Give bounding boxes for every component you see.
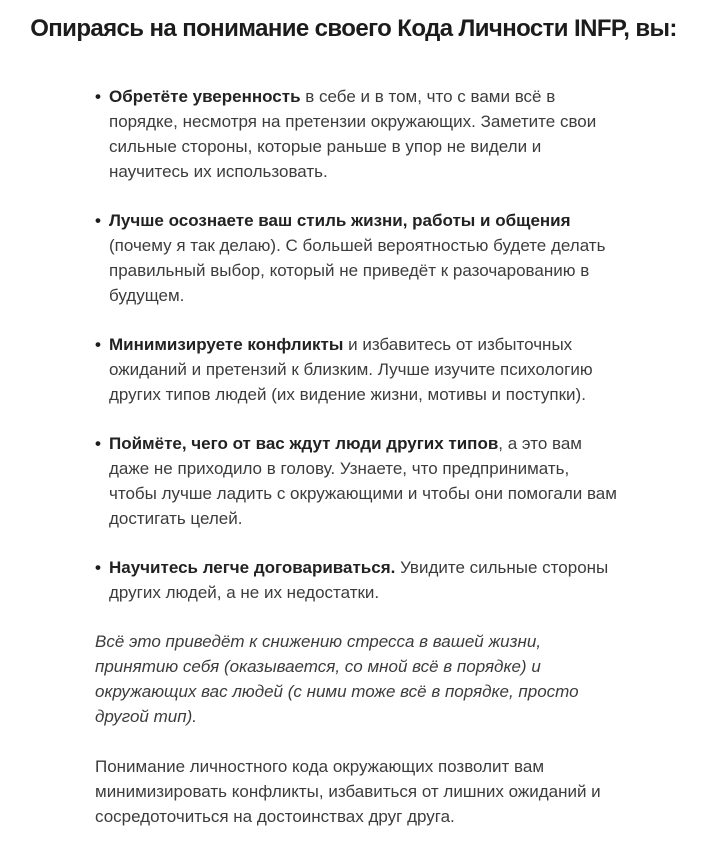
benefits-list (95, 84, 617, 605)
list-item-text: и избавитесь от избыточных ожиданий и претензий к близким. Лучше изучите психологию других типов людей (их видение жизни, мотивы и поступки). (109, 335, 593, 404)
list-item-text: (почему я так делаю). С большей вероятностью будете делать правильный выбор, который не приведёт к разочарованию в будущем. (109, 236, 606, 305)
list-item-text: Увидите сильные стороны других людей, а не их недостатки. (109, 558, 609, 602)
list-item (109, 431, 617, 531)
list-item (109, 332, 617, 407)
list-item (109, 84, 617, 184)
list-item-bold-lead: Лучше осознаете ваш стиль жизни, работы и общения (109, 211, 571, 230)
list-item-bold-lead: Поймёте, чего от вас ждут люди других типов (109, 434, 499, 453)
list-item-text: в себе и в том, что с вами всё в порядке, несмотря на претензии окружающих. Заметите свои сильные стороны, которые раньше в упор не видели и научитесь их использовать. (109, 87, 597, 181)
page-title (0, 0, 707, 44)
list-item (109, 208, 617, 308)
list-item (109, 555, 617, 605)
closing-paragraph: Понимание личностного кода окружающих позволит вам минимизировать конфликты, избавиться от лишних ожиданий и сосредоточиться на достоинствах друг друга. (95, 757, 601, 826)
list-item-text: , а это вам даже не приходило в голову. Узнаете, что предпринимать, чтобы лучше ладить с окружающими и чтобы они помогали вам достигать целей. (109, 434, 617, 528)
list-item-bold-lead: Минимизируете конфликты (109, 335, 344, 354)
stress-reduction-note: Всё это приведёт к снижению стресса в вашей жизни, принятию себя (оказывается, со мной всё в порядке) и окружающих вас людей (с ними тоже всё в порядке, просто другой тип). (95, 632, 579, 726)
list-item-bold-lead: Научитесь легче договариваться. (109, 558, 396, 577)
content-area (0, 84, 707, 829)
list-item-bold-lead: Обретёте уверенность (109, 87, 301, 106)
page-title-text: Опираясь на понимание своего Кода Личности INFP, вы: (30, 15, 677, 42)
